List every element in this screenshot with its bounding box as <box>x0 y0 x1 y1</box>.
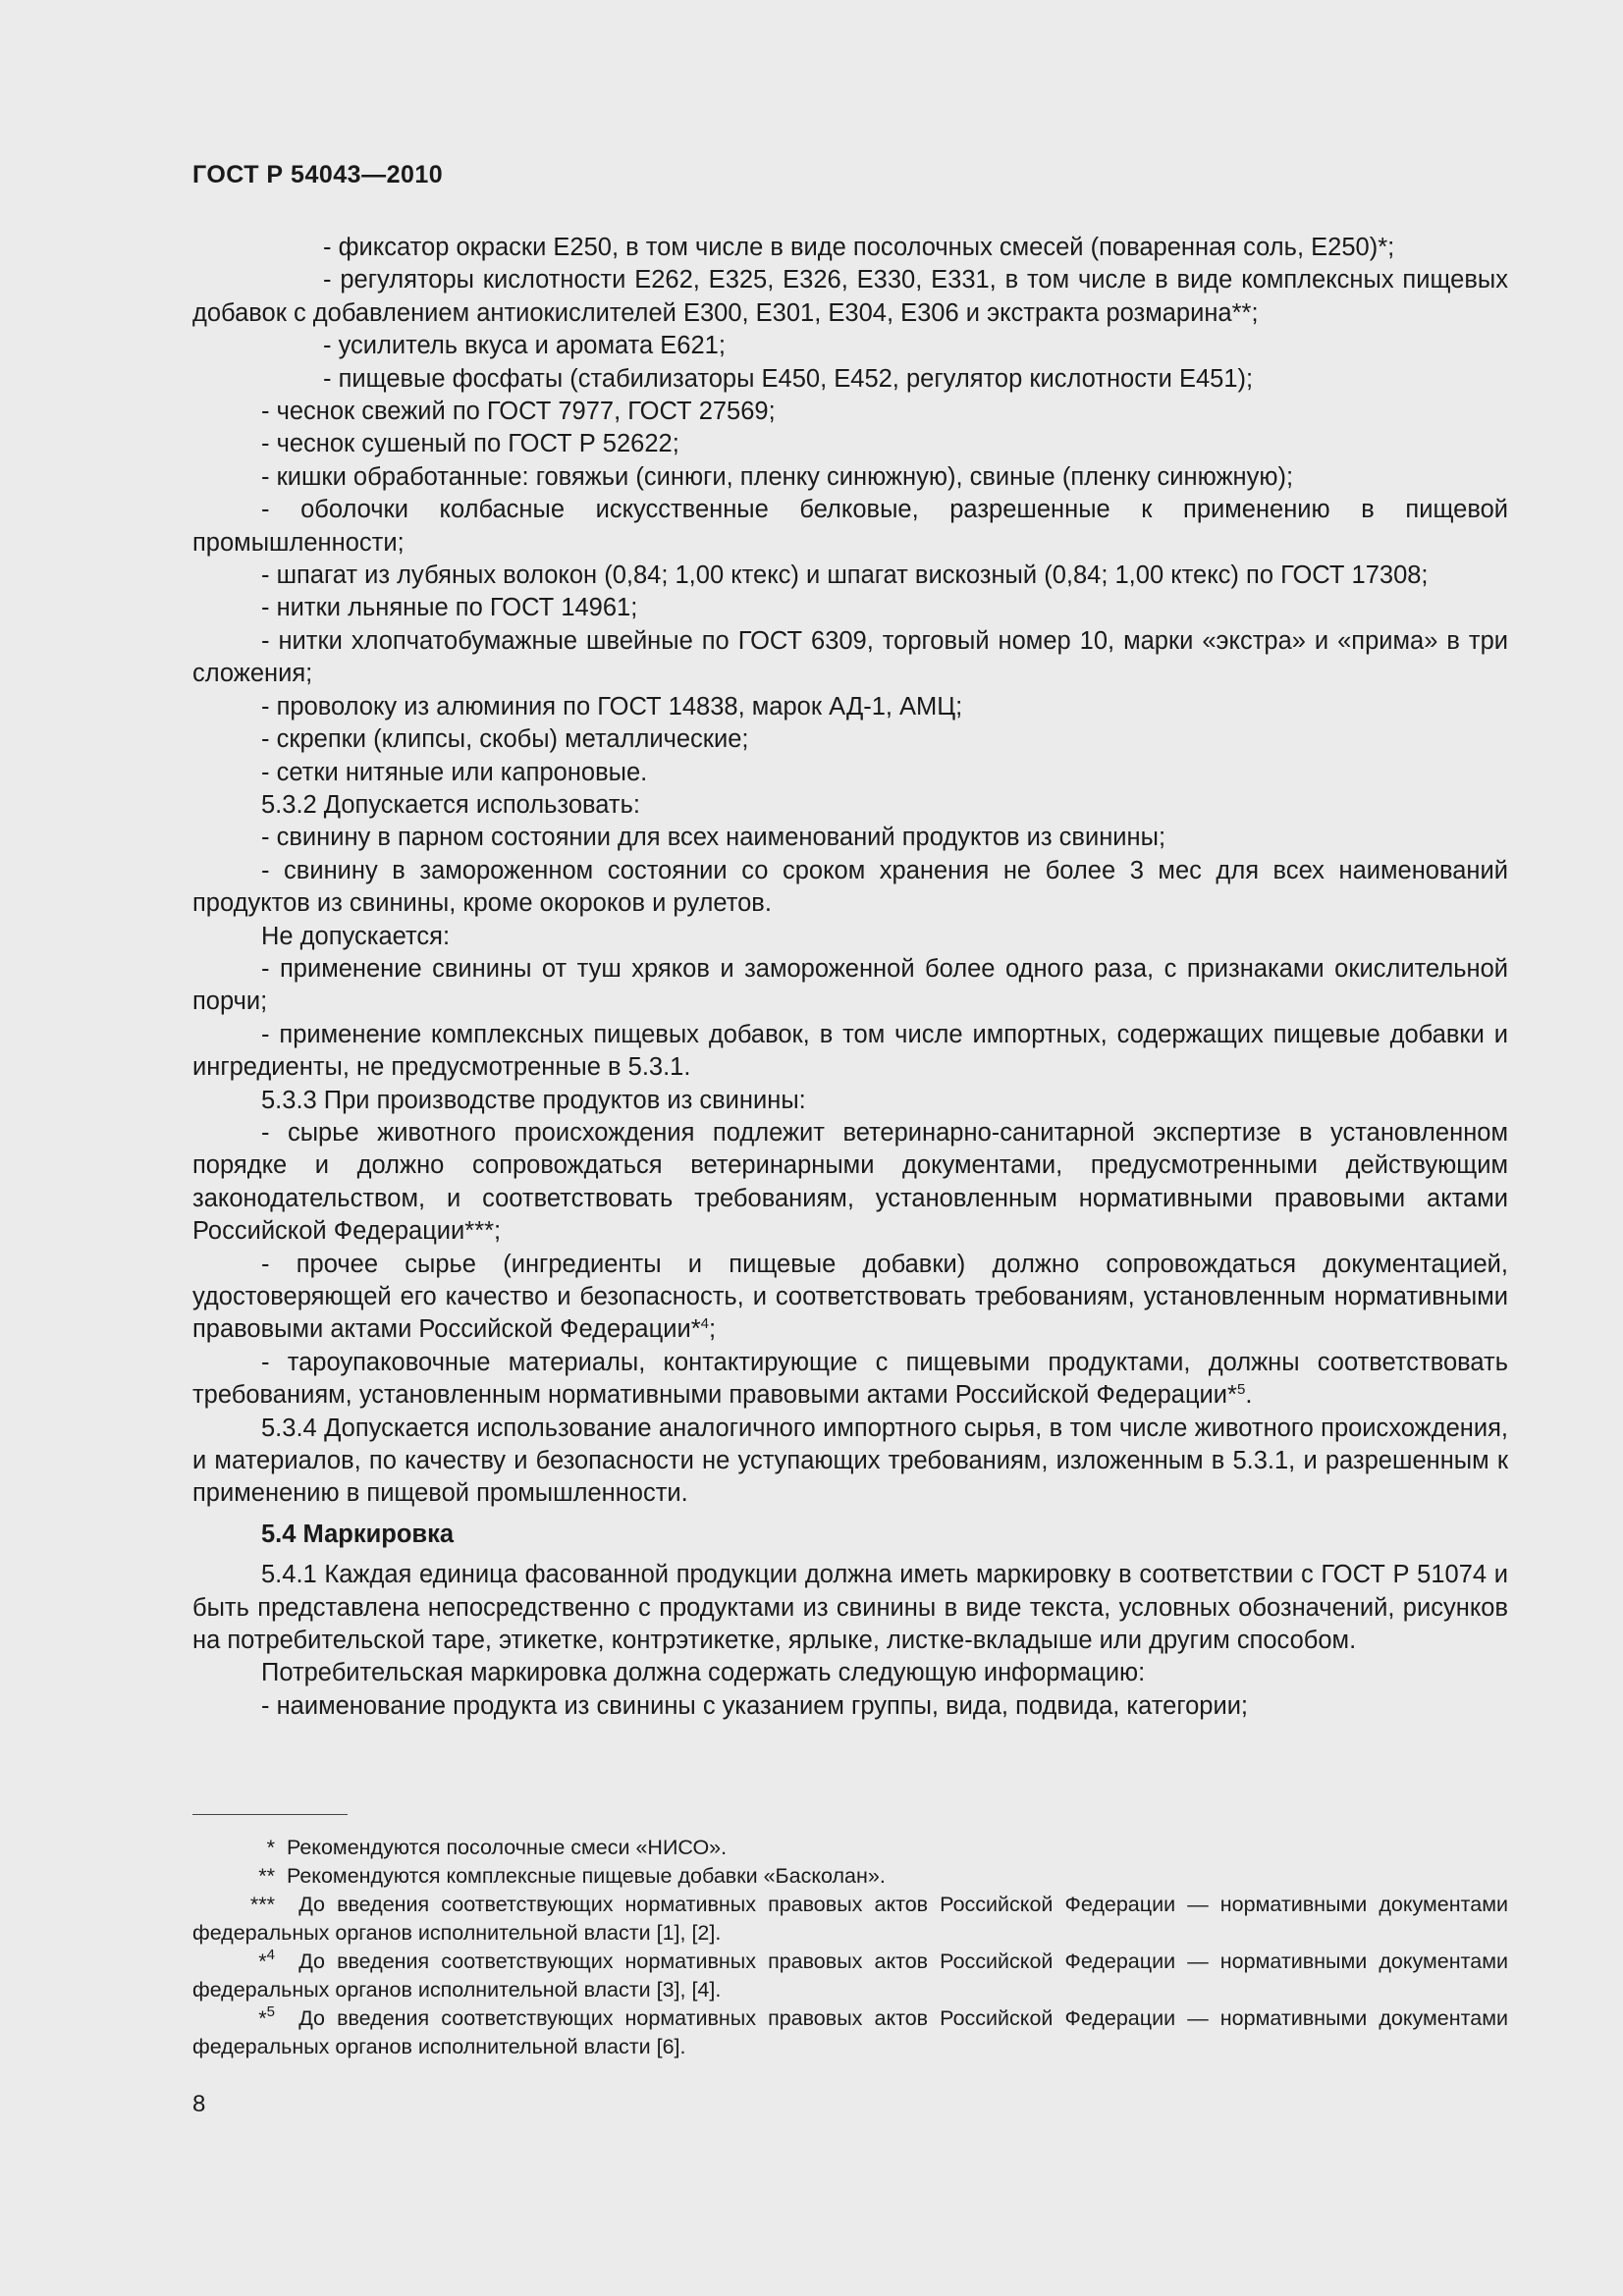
page-header: ГОСТ Р 54043—2010 <box>192 161 444 188</box>
footnote-ref: 4 <box>700 1315 709 1333</box>
section-heading: 5.4 Маркировка <box>261 1520 455 1548</box>
paragraph: - сырье животного происхождения подлежит ветеринарно-санитарной экспертизе в установленном порядке и должно сопровождаться ветеринарными документами, предусмотренными действующим законодательством, и соответствовать требованиям, установленным нормативными правовыми актами Российской Федерации***; <box>192 1118 1508 1246</box>
footnote: *$^5$ До введения соответствующих нормативных правовых актов Российской Федерации — нормативными документами федеральных органов исполнительной власти [6]. <box>192 2003 1508 2058</box>
paragraph: - применение свинины от туш хряков и замороженной более одного раза, с признаками окислительной порчи; <box>192 954 1508 1016</box>
body-text <box>192 232 1508 1723</box>
paragraph: - свинину в замороженном состоянии со сроком хранения не более 3 мес для всех наименований продуктов из свинины, кроме окороков и рулетов. <box>192 856 1508 918</box>
footnote: *$^4$ До введения соответствующих нормативных правовых актов Российской Федерации — нормативными документами федеральных органов исполнительной власти [3], [4]. <box>192 1947 1508 2002</box>
paragraph: - сетки нитяные или капроновые. <box>261 758 648 786</box>
paragraph: 5.4.1 Каждая единица фасованной продукции должна иметь маркировку в соответствии с ГОСТ Р 51074 и быть представлена непосредственно с продуктами из свинины в виде текста, условных обозначений, рисунков на потребительской таре, этикетке, контрэтикетке, ярлыке, листке-вкладыше или другим способом. <box>192 1561 1508 1655</box>
footnote-divider <box>192 1814 348 1815</box>
paragraph: Потребительская маркировка должна содержать следующую информацию: <box>261 1659 1146 1687</box>
footnote-mark: *** <box>249 1893 275 1916</box>
paragraph: 5.3.4 Допускается использование аналогичного импортного сырья, в том числе животного происхождения, и материалов, по качеству и безопасности не уступающих требованиям, изложенным в 5.3.1, и разрешенным к применению в пищевой промышленности. <box>192 1414 1508 1508</box>
paragraph: - тароупаковочные материалы, контактирующие с пищевыми продуктами, должны соответствовать требованиям, установленным нормативными правовыми актами Российской Федерации*$^5$. <box>192 1348 1508 1410</box>
paragraph: - применение комплексных пищевых добавок, в том числе импортных, содержащих пищевые добавки и ингредиенты, не предусмотренные в 5.3.1. <box>192 1020 1508 1082</box>
footnote-mark: ** <box>258 1864 275 1888</box>
paragraph: - свинину в парном состоянии для всех наименований продуктов из свинины; <box>261 824 1166 852</box>
footnote: * Рекомендуются посолочные смеси «НИСО». <box>192 1834 1508 1862</box>
paragraph: - регуляторы кислотности Е262, Е325, Е326, Е330, Е331, в том числе в виде комплексных пищевых добавок с добавлением антиокислителей Е300, Е301, Е304, Е306 и экстракта розмарина**; <box>192 266 1508 327</box>
paragraph: - чеснок свежий по ГОСТ 7977, ГОСТ 27569; <box>261 398 776 426</box>
paragraph: Не допускается: <box>261 922 451 950</box>
paragraph: 5.3.3 При производстве продуктов из свинины: <box>261 1086 806 1114</box>
paragraph: - проволоку из алюминия по ГОСТ 14838, марок АД-1, АМЦ; <box>261 692 963 721</box>
paragraph: - шпагат из лубяных волокон (0,84; 1,00 ктекс) и шпагат вискозный (0,84; 1,00 ктекс) по ГОСТ 17308; <box>261 561 1429 590</box>
paragraph: - прочее сырье (ингредиенты и пищевые добавки) должно сопровождаться документацией, удостоверяющей его качество и безопасность, и соответствовать требованиям, установленным нормативными правовыми актами Российской Федерации*$^4$; <box>192 1250 1508 1344</box>
paragraph: - наименование продукта из свинины с указанием группы, вида, подвида, категории; <box>261 1691 1249 1720</box>
paragraph: - пищевые фосфаты (стабилизаторы Е450, Е452, регулятор кислотности Е451); <box>323 364 1254 393</box>
paragraph: - фиксатор окраски Е250, в том числе в виде посолочных смесей (поваренная соль, Е250)*; <box>323 234 1395 261</box>
footnote-ref: 5 <box>1236 1381 1246 1399</box>
footnote-mark: * <box>266 1836 275 1859</box>
paragraph: - оболочки колбасные искусственные белковые, разрешенные к применению в пищевой промышленности; <box>192 496 1508 557</box>
paragraph: - чеснок сушеный по ГОСТ Р 52622; <box>261 430 679 458</box>
paragraph: 5.3.2 Допускается использовать: <box>261 790 640 819</box>
paragraph: - усилитель вкуса и аромата Е621; <box>323 332 726 360</box>
page-number: 8 <box>192 2091 206 2117</box>
paragraph: - кишки обработанные: говяжьи (синюги, пленку синюжную), свиные (пленку синюжную); <box>261 462 1294 491</box>
footnotes <box>192 1834 1508 2061</box>
paragraph: - нитки льняные по ГОСТ 14961; <box>261 594 638 622</box>
footnote: ** Рекомендуются комплексные пищевые добавки «Басколан». <box>192 1862 1508 1891</box>
paragraph: - скрепки (клипсы, скобы) металлические; <box>261 725 749 754</box>
footnote: *** До введения соответствующих нормативных правовых актов Российской Федерации — нормативными документами федеральных органов исполнительной власти [1], [2]. <box>192 1893 1508 1945</box>
footnote-mark: *$^4$ <box>258 1947 275 1973</box>
footnote-mark: *$^5$ <box>258 2003 275 2030</box>
paragraph: - нитки хлопчатобумажные швейные по ГОСТ 6309, торговый номер 10, марки «экстра» и «прима» в три сложения; <box>192 626 1508 688</box>
